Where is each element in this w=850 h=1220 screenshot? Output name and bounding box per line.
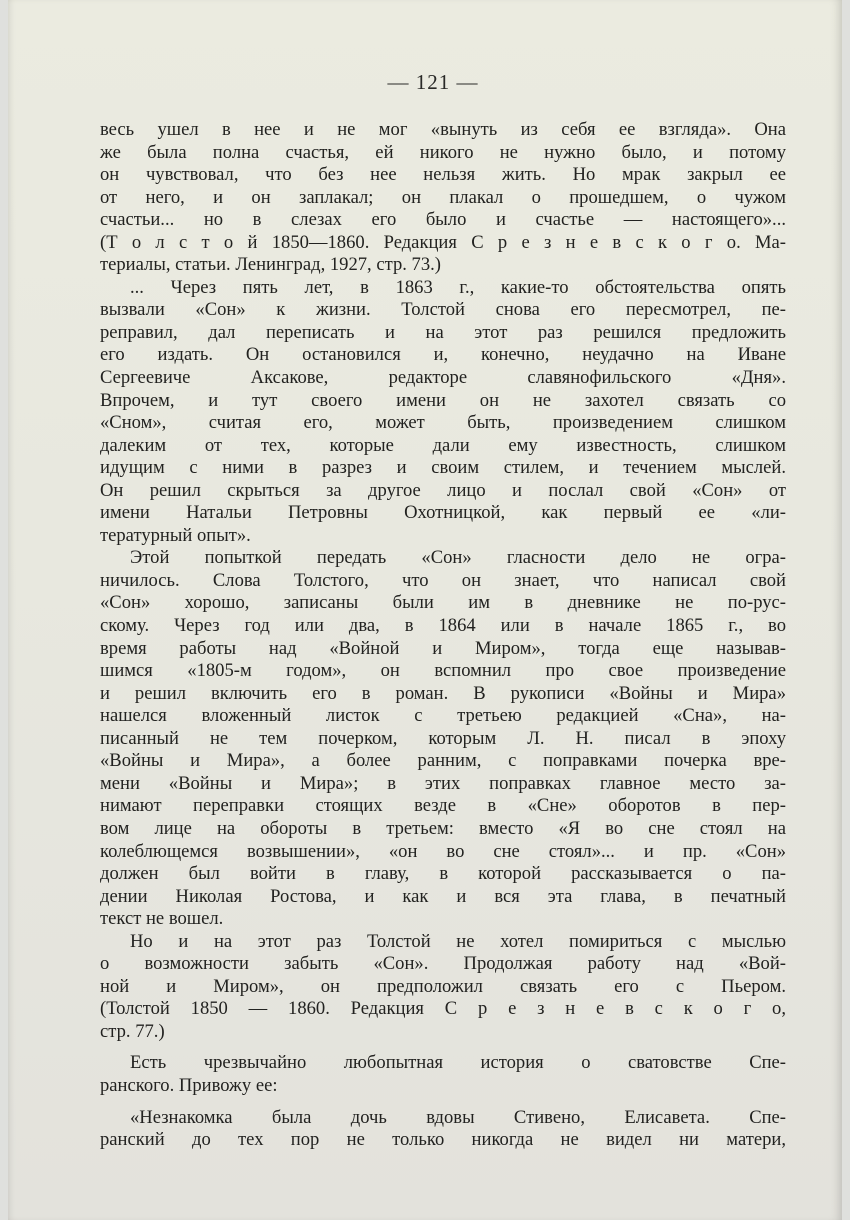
text-line: имени Натальи Петровны Охотницкой, как первый ее «ли- <box>100 502 786 524</box>
text-line: должен был войти в главу, в которой рассказывается о па- <box>100 863 786 885</box>
text-line: ранского. Привожу ее: <box>100 1074 278 1096</box>
text-line: Есть чрезвычайно любопытная история о сватовстве Спе- <box>130 1052 786 1074</box>
text-line: мени «Войны и Мира»; в этих поправках главное место за- <box>100 772 786 794</box>
text-line: вызвали «Сон» к жизни. Толстой снова его пересмотрел, пе- <box>100 299 786 321</box>
text-line: ... Через пять лет, в 1863 г., какие-то обстоятельства опять <box>130 276 786 298</box>
page-number: — 121 — <box>387 70 479 94</box>
text-line: далеким от тех, которые дали ему известность, слишком <box>100 434 786 456</box>
paragraph-gap <box>100 1043 786 1052</box>
text-line: тературный опыт». <box>100 524 251 546</box>
quotation-paragraph <box>100 1107 786 1152</box>
text-line: идущим с ними в разрез и своим стилем, и течением мыслей. <box>100 457 786 479</box>
text-line: «Сном», считая его, может быть, произведением слишком <box>100 412 786 434</box>
text-line: весь ушел в нее и не мог «вынуть из себя ее взгляда». Она <box>100 119 786 140</box>
text-line: ничилось. Слова Толстого, что он знает, что написал свой <box>100 569 786 591</box>
text-line: счастьи... но в слезах его было и счастье — настоящего»... <box>100 209 786 231</box>
text-line: он чувствовал, что без нее нельзя жить. Но мрак закрыл ее <box>100 164 786 186</box>
text-line: шимся «1805-м годом», он вспомнил про свое произведение <box>100 660 786 682</box>
text-line: нимают переправки стоящих везде в «Сне» оборотов в пер- <box>100 795 786 817</box>
citation-line: (Толстой 1850 — 1860. Редакция С р е з н е в с к о г о, <box>100 998 786 1020</box>
citation-line: териалы, статьи. Ленинград, 1927, стр. 73.) <box>100 254 441 276</box>
text-line: ной и Миром», он предположил связать его с Пьером. <box>100 975 786 997</box>
text-line: реправил, дал переписать и на этот раз решился предложить <box>100 321 786 343</box>
book-page <box>8 0 842 1220</box>
text-line: дении Николая Ростова, и как и вся эта глава, в печатный <box>100 885 786 907</box>
citation-line: стр. 77.) <box>100 1020 165 1042</box>
text-line: нашелся вложенный листок с третьею редакцией «Сна», на- <box>100 705 786 727</box>
citation-line: (Т о л с т о й 1850—1860. Редакция С р е з н е в с к о г о. Ма- <box>100 231 786 253</box>
text-line: колеблющемся возвышении», «он во сне стоял»... и пр. «Сон» <box>100 840 786 862</box>
text-line: Но и на этот раз Толстой не хотел помириться с мыслью <box>130 930 786 952</box>
text-line: скому. Через год или два, в 1864 или в начале 1865 г., во <box>100 615 786 637</box>
paragraph <box>100 119 786 277</box>
text-line: от него, и он заплакал; он плакал о прошедшем, о чужом <box>100 186 786 208</box>
text-line: его издать. Он остановился и, конечно, неудачно на Иване <box>100 344 786 366</box>
paragraph <box>100 547 786 930</box>
text-line: Впрочем, и тут своего имени он не захотел связать со <box>100 389 786 411</box>
text-line: Сергеевиче Аксакове, редакторе славянофильского «Дня». <box>100 367 786 389</box>
paragraph <box>100 1052 786 1097</box>
text-line: ранский до тех пор не только никогда не видел ни матери, <box>100 1129 786 1151</box>
text-line: писанный не тем почерком, которым Л. Н. писал в эпоху <box>100 727 786 749</box>
body-text <box>100 119 786 1152</box>
text-line: «Войны и Мира», а более ранним, с поправками почерка вре- <box>100 750 786 772</box>
text-line: «Незнакомка была дочь вдовы Стивено, Елисавета. Спе- <box>130 1106 786 1128</box>
paragraph <box>100 277 786 548</box>
text-line: «Сон» хорошо, записаны были им в дневнике не по-рус- <box>100 592 786 614</box>
text-line: о возможности забыть «Сон». Продолжая работу над «Вой- <box>100 953 786 975</box>
text-line: текст не вошел. <box>100 908 224 930</box>
text-line: вом лице на обороты в третьем: вместо «Я во сне стоял на <box>100 817 786 839</box>
text-line: же была полна счастья, ей никого не нужно было, и потому <box>100 141 786 163</box>
text-line: и решил включить его в роман. В рукописи «Войны и Мира» <box>100 682 786 704</box>
text-line: время работы над «Войной и Миром», тогда еще называв- <box>100 637 786 659</box>
text-line: Он решил скрыться за другое лицо и послал свой «Сон» от <box>100 479 786 501</box>
paragraph <box>100 931 786 1044</box>
text-line: Этой попыткой передать «Сон» гласности дело не огра- <box>130 547 786 569</box>
paragraph-gap <box>100 1098 786 1107</box>
